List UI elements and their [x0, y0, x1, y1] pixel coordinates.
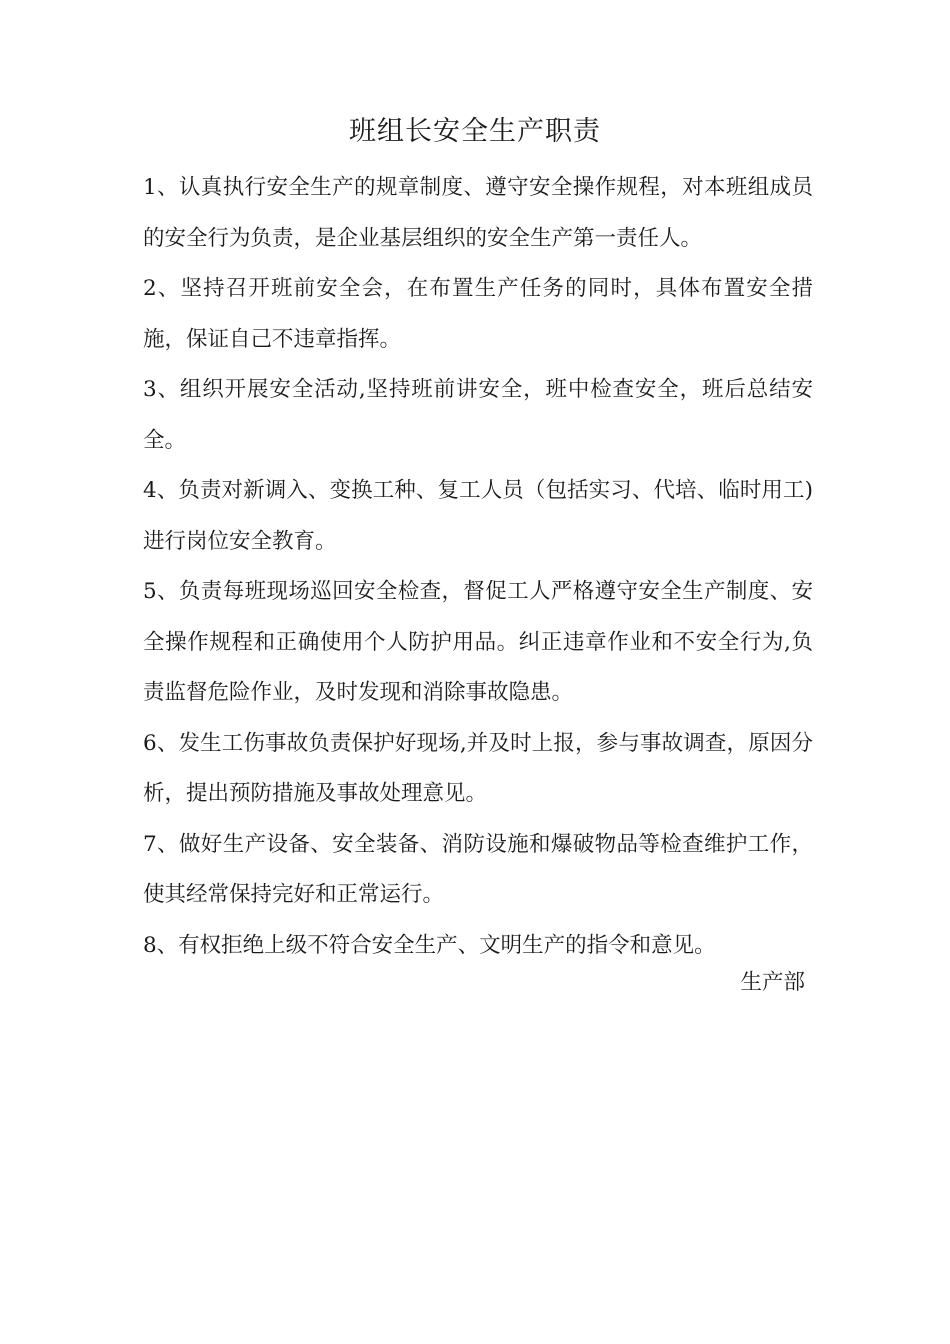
document-body	[143, 163, 813, 971]
document-title: 班组长安全生产职责	[349, 116, 601, 147]
department-signature: 生产部	[740, 970, 805, 995]
duty-item-4: 4、负责对新调入、变换工种、复工人员（包括实习、代培、临时用工)进行岗位安全教育。	[143, 478, 813, 554]
duty-item-2: 2、坚持召开班前安全会，在布置生产任务的同时，具体布置安全措施，保证自己不违章指挥。	[143, 276, 813, 352]
duty-item-7: 7、做好生产设备、安全装备、消防设施和爆破物品等检查维护工作，使其经常保持完好和正常运行。	[143, 831, 813, 907]
duty-item-8: 8、有权拒绝上级不符合安全生产、文明生产的指令和意见。	[143, 932, 716, 958]
duty-item-6: 6、发生工伤事故负责保护好现场,并及时上报，参与事故调查，原因分析，提出预防措施及事故处理意见。	[143, 730, 813, 806]
duty-item-3: 3、组织开展安全活动,坚持班前讲安全，班中检查安全，班后总结安全。	[143, 377, 813, 453]
duty-item-1: 1、认真执行安全生产的规章制度、遵守安全操作规程，对本班组成员的安全行为负责，是企业基层组织的安全生产第一责任人。	[143, 175, 813, 251]
duty-item-5: 5、负责每班现场巡回安全检查，督促工人严格遵守安全生产制度、安全操作规程和正确使用个人防护用品。纠正违章作业和不安全行为,负责监督危险作业，及时发现和消除事故隐患。	[143, 579, 813, 705]
